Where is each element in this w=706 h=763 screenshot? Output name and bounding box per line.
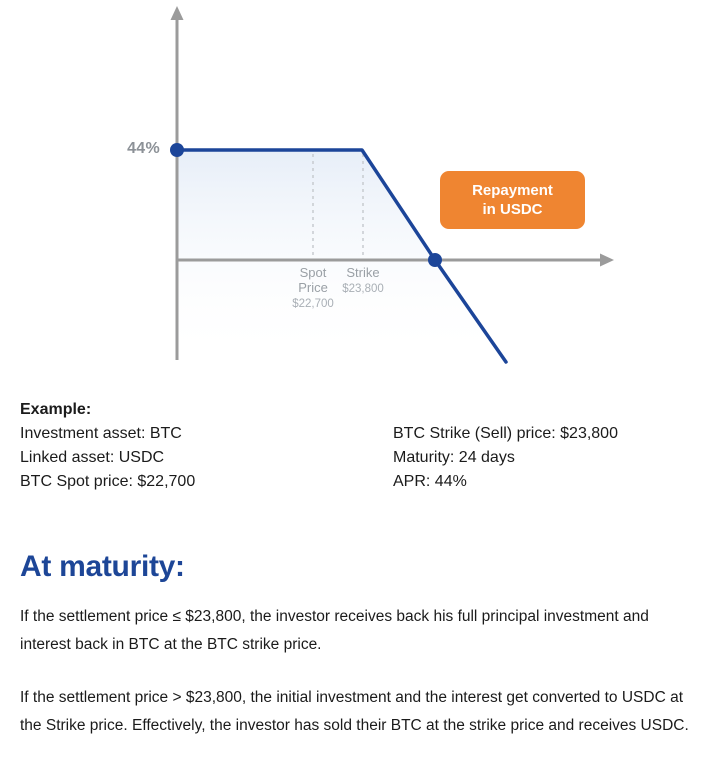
y-tick-44-percent: 44% [127,140,160,157]
example-apr: APR: 44% [393,473,467,490]
repayment-badge [440,171,585,229]
maturity-paragraph-1: If the settlement price ≤ $23,800, the investor receives back his full principal investment and interest back in BTC at the BTC strike price. [20,608,649,653]
repayment-badge-line1: Repayment [472,182,553,199]
payoff-start-dot [170,143,184,157]
strike-label [323,265,403,296]
maturity-paragraph-2: If the settlement price > $23,800, the initial investment and the interest get converted to USDC at the Strike price. Effectively, the investor has sold their BTC at the strike price and receives USDC. [20,689,689,734]
example-investment-asset: Investment asset: BTC [20,425,182,442]
example-spot-price: BTC Spot price: $22,700 [20,473,196,490]
example-strike-price: BTC Strike (Sell) price: $23,800 [393,425,618,442]
example-left-column [20,398,393,494]
x-axis-arrow-icon [600,254,614,267]
example-maturity: Maturity: 24 days [393,449,515,466]
example-title: Example: [20,401,92,418]
example-section [20,398,706,494]
example-linked-asset: Linked asset: USDC [20,449,165,466]
y-axis-arrow-icon [171,6,184,20]
at-maturity-heading: At maturity: [20,550,185,583]
repayment-badge-line2: in USDC [482,201,543,218]
strike-label-line1: Strike [346,265,380,280]
spot-price-label-line2: Price [298,280,328,295]
spot-price-label-line1: Spot [299,265,327,280]
axis-crossing-dot [428,253,442,267]
example-right-column [393,398,618,494]
strike-value: $23,800 [342,283,384,295]
spot-price-value: $22,700 [292,298,334,310]
